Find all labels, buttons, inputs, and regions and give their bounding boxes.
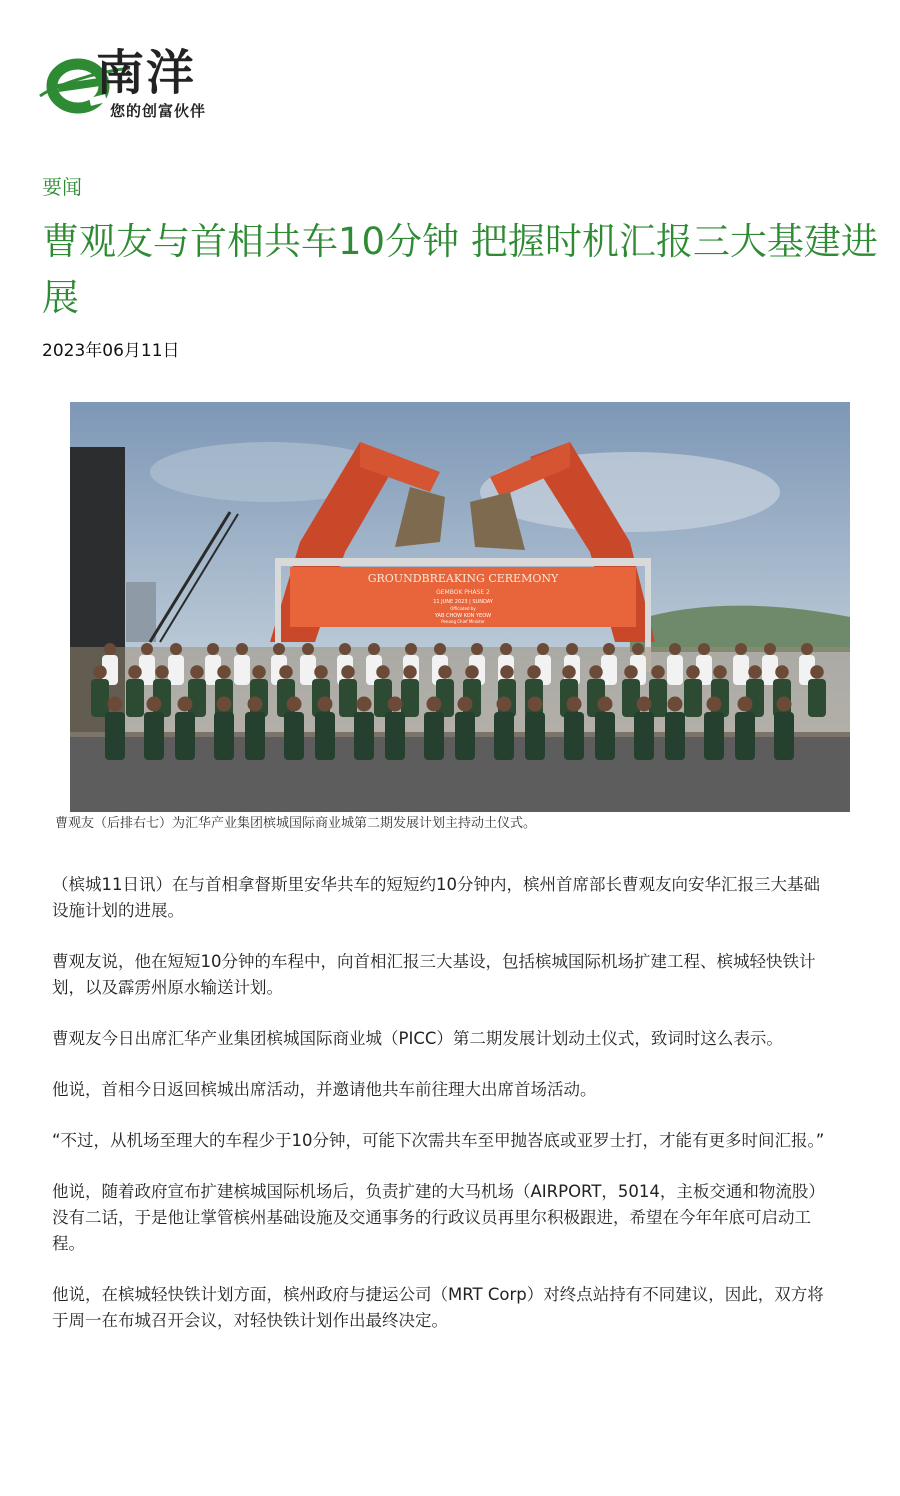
paragraph: 他说，随着政府宣布扩建槟城国际机场后，负责扩建的大马机场（AIRPORT，5014，主板交通和物流股）没有二话，于是他让掌管槟州基础设施及交通事务的行政议员再里尔积极跟进，希望在今年年底可启动工程。 [52, 1182, 825, 1253]
person-body [684, 679, 702, 717]
person-body [374, 679, 392, 717]
groundbreaking-photo-illustration [70, 402, 850, 812]
person-head [190, 665, 204, 679]
logo-brand-text: 南洋 [96, 45, 197, 101]
article-body [52, 872, 832, 1359]
person-body [525, 712, 545, 760]
person-head [497, 697, 512, 712]
person-head [248, 697, 263, 712]
person-head [155, 665, 169, 679]
person-body [494, 712, 514, 760]
person-body [245, 712, 265, 760]
person-body [284, 712, 304, 760]
person-body [339, 679, 357, 717]
banner-officiated-text: Officiated by [450, 606, 476, 611]
person-head [764, 643, 776, 655]
person-head [471, 643, 483, 655]
person-body [315, 712, 335, 760]
person-head [314, 665, 328, 679]
person-body [455, 712, 475, 760]
person-head [405, 643, 417, 655]
paragraph: 他说，首相今日返回槟城出席活动，并邀请他共车前往理大出席首场活动。 [52, 1080, 597, 1099]
banner-title-text: Penang Chief Minister [441, 619, 485, 624]
person-body [385, 712, 405, 760]
person-head [287, 697, 302, 712]
person-body [401, 679, 419, 717]
photo-caption: 曹观友（后排右七）为汇华产业集团槟城国际商业城第二期发展计划主持动土仪式。 [55, 816, 537, 831]
person-body [704, 712, 724, 760]
paragraph: 曹观友今日出席汇华产业集团槟城国际商业城（PICC）第二期发展计划动土仪式，致词时这么表示。 [52, 1029, 783, 1048]
enanyang-logo[interactable] [34, 28, 244, 128]
person-head [403, 665, 417, 679]
person-head [651, 665, 665, 679]
article-date: 2023年06月11日 [42, 341, 180, 361]
person-head [500, 665, 514, 679]
paragraph: “不过，从机场至理大的车程少于10分钟，可能下次需共车至甲抛峇底或亚罗士打，才能有更多时间汇报。” [52, 1131, 825, 1150]
person-head [368, 643, 380, 655]
person-head [438, 665, 452, 679]
person-head [777, 697, 792, 712]
logo-slogan: 您的创富伙伴 [110, 102, 207, 120]
person-head [388, 697, 403, 712]
person-body [126, 679, 144, 717]
person-head [302, 643, 314, 655]
person-body [649, 679, 667, 717]
person-head [217, 665, 231, 679]
person-body [91, 679, 109, 717]
person-head [637, 697, 652, 712]
person-head [713, 665, 727, 679]
paragraph: 曹观友说，他在短短10分钟的车程中，向首相汇报三大基设，包括槟城国际机场扩建工程、槟城轻快铁计划，以及霹雳州原水输送计划。 [52, 952, 816, 997]
person-body [105, 712, 125, 760]
person-body [144, 712, 164, 760]
person-head [434, 643, 446, 655]
person-head [170, 643, 182, 655]
person-head [775, 665, 789, 679]
person-body [564, 712, 584, 760]
person-head [458, 697, 473, 712]
person-body [188, 679, 206, 717]
person-body [595, 712, 615, 760]
person-head [93, 665, 107, 679]
person-head [748, 665, 762, 679]
article-title: 曹观友与首相共车10分钟 把握时机汇报三大基建进展 [42, 220, 878, 319]
person-head [207, 643, 219, 655]
person-head [141, 643, 153, 655]
paragraph: 他说，在槟城轻快铁计划方面，槟州政府与捷运公司（MRT Corp）对终点站持有不同建议，因此，双方将于周一在布城召开会议，对轻快铁计划作出最终决定。 [52, 1285, 824, 1330]
person-head [589, 665, 603, 679]
person-head [108, 697, 123, 712]
person-head [537, 643, 549, 655]
person-head [624, 665, 638, 679]
banner-date-text: 11 JUNE 2023 | SUNDAY [433, 599, 493, 605]
person-head [810, 665, 824, 679]
person-head [738, 697, 753, 712]
person-head [735, 643, 747, 655]
person-body [424, 712, 444, 760]
person-body [634, 712, 654, 760]
person-head [128, 665, 142, 679]
person-body [354, 712, 374, 760]
person-head [603, 643, 615, 655]
person-body [622, 679, 640, 717]
person-body [214, 712, 234, 760]
person-head [707, 697, 722, 712]
person-body [735, 712, 755, 760]
person-head [669, 643, 681, 655]
person-body [733, 655, 749, 685]
person-head [147, 697, 162, 712]
person-head [801, 643, 813, 655]
person-head [339, 643, 351, 655]
person-head [500, 643, 512, 655]
person-head [104, 643, 116, 655]
person-head [465, 665, 479, 679]
person-body [665, 712, 685, 760]
person-head [236, 643, 248, 655]
person-body [436, 679, 454, 717]
person-body [667, 655, 683, 685]
person-head [528, 697, 543, 712]
person-head [376, 665, 390, 679]
person-head [178, 697, 193, 712]
article-photo [70, 402, 850, 812]
paragraph: （槟城11日讯）在与首相拿督斯里安华共车的短短约10分钟内，槟州首席部长曹观友向安华汇报三大基础设施计划的进展。 [52, 875, 820, 920]
person-head [668, 697, 683, 712]
person-head [686, 665, 700, 679]
person-head [562, 665, 576, 679]
banner-sub-text: GEMBOK PHASE 2 [436, 589, 490, 596]
person-head [566, 643, 578, 655]
person-head [527, 665, 541, 679]
person-head [598, 697, 613, 712]
person-head [273, 643, 285, 655]
banner-main-text: GROUNDBREAKING CEREMONY [367, 572, 559, 585]
person-body [175, 712, 195, 760]
person-body [808, 679, 826, 717]
person-body [234, 655, 250, 685]
person-head [427, 697, 442, 712]
article-category[interactable]: 要闻 [42, 175, 82, 199]
person-head [217, 697, 232, 712]
person-head [567, 697, 582, 712]
person-head [357, 697, 372, 712]
banner-name-text: YAB CHOW KON YEOW [434, 613, 492, 619]
person-body [774, 712, 794, 760]
person-head [698, 643, 710, 655]
person-head [341, 665, 355, 679]
person-head [279, 665, 293, 679]
person-body [168, 655, 184, 685]
person-head [632, 643, 644, 655]
person-head [252, 665, 266, 679]
person-head [318, 697, 333, 712]
